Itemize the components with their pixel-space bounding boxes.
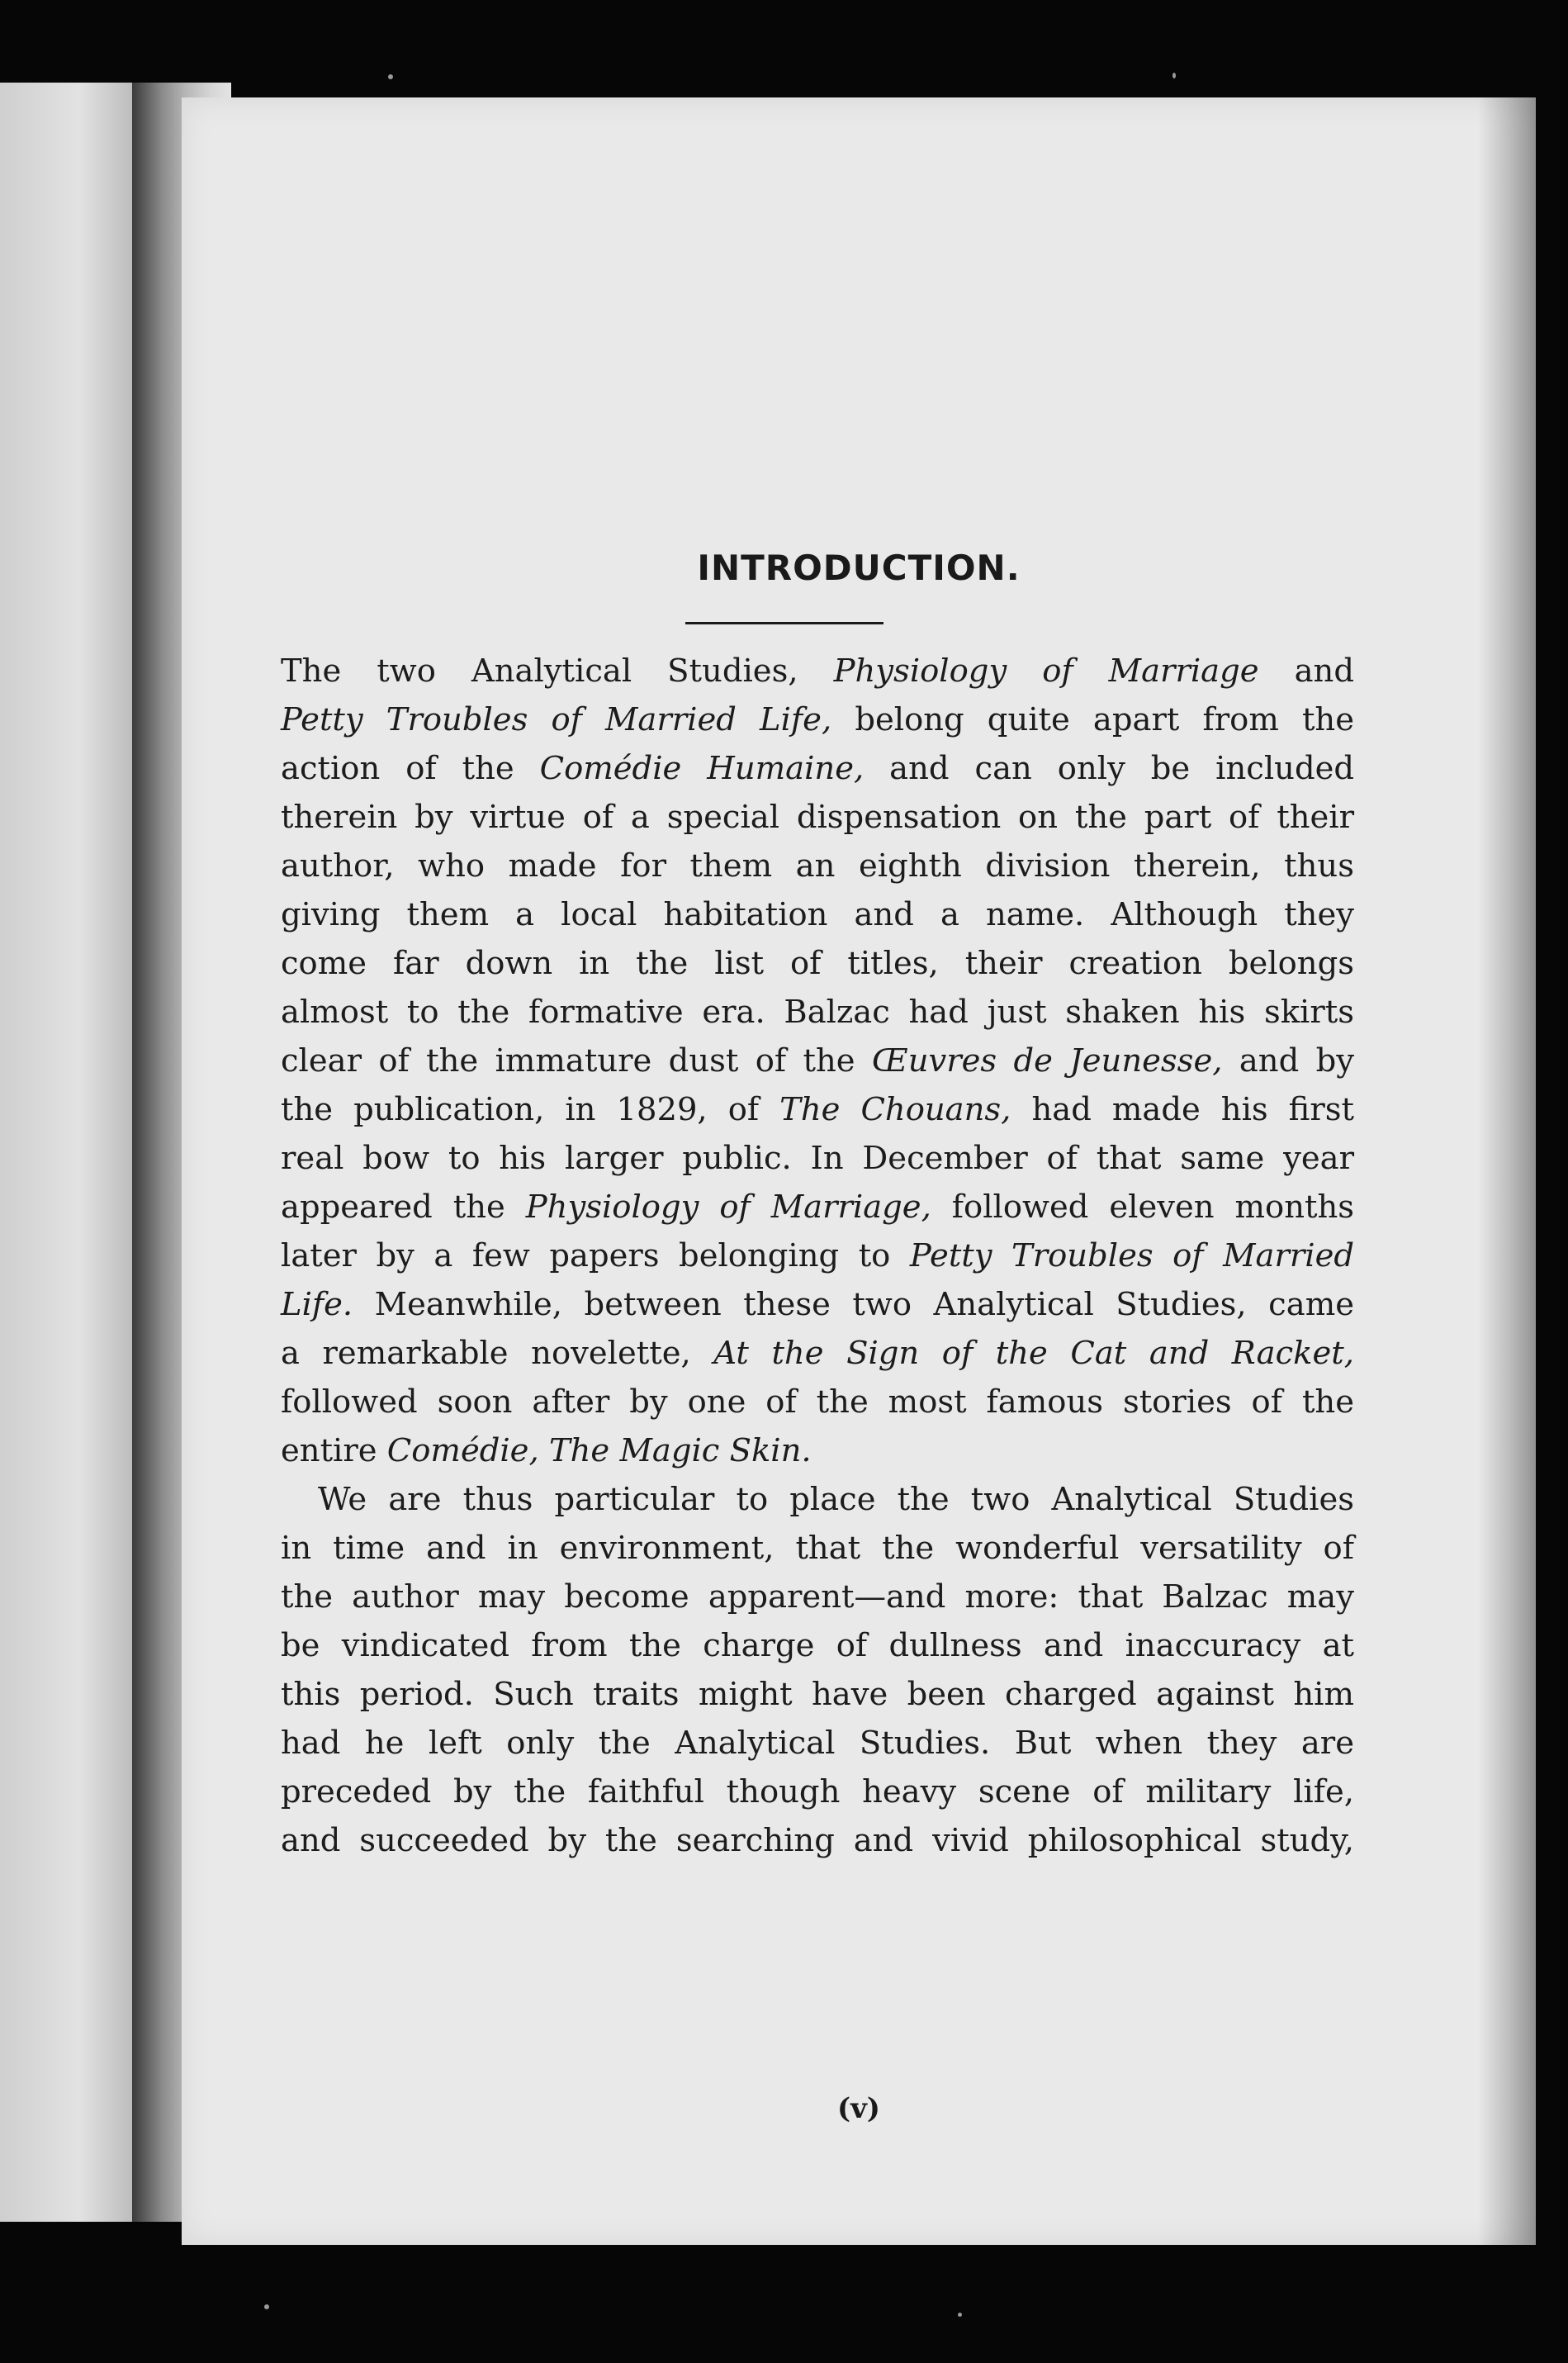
book-page xyxy=(182,97,1536,2245)
italic-title-text: Petty Troubles of Married Life, xyxy=(281,701,832,738)
text-line xyxy=(281,1768,1354,1816)
text-line xyxy=(281,1475,1354,1524)
text-run: followed eleven months xyxy=(931,1189,1355,1226)
text-run: giving them a local habitation and a name. Although they xyxy=(281,896,1354,933)
text-line xyxy=(281,1134,1354,1183)
text-line xyxy=(281,1719,1354,1768)
text-run: and can only be included xyxy=(864,750,1355,787)
text-line xyxy=(281,1280,1354,1329)
scan-speck xyxy=(388,74,393,79)
text-run: later by a few papers belonging to xyxy=(281,1237,910,1274)
text-run: Meanwhile, between these two Analytical Studies, came xyxy=(353,1286,1354,1323)
italic-title-text: Comédie Humaine, xyxy=(539,750,865,787)
text-line xyxy=(281,695,1354,744)
text-run: entire xyxy=(281,1432,387,1469)
text-line xyxy=(281,842,1354,890)
page-number: (v) xyxy=(837,2092,880,2125)
text-run: action of the xyxy=(281,750,540,787)
body-text xyxy=(281,647,1354,1865)
text-line xyxy=(281,744,1354,793)
scan-speck xyxy=(1172,73,1176,78)
text-line xyxy=(281,1816,1354,1865)
page-heading: INTRODUCTION. xyxy=(697,548,1021,588)
italic-title-text: At the Sign of the Cat and Racket, xyxy=(713,1335,1354,1372)
text-line xyxy=(281,1183,1354,1231)
text-run: the author may become apparent—and more: that Balzac may xyxy=(281,1578,1354,1616)
text-run: appeared the xyxy=(281,1189,526,1226)
text-run: followed soon after by one of the most famous stories of the xyxy=(281,1383,1354,1421)
text-line xyxy=(281,988,1354,1037)
italic-title-text: The Chouans, xyxy=(779,1091,1011,1128)
text-run: author, who made for them an eighth division therein, thus xyxy=(281,847,1354,885)
page-edge-shadow xyxy=(1478,97,1536,2245)
text-line xyxy=(281,647,1354,695)
text-line xyxy=(281,1378,1354,1426)
text-run: belong quite apart from the xyxy=(831,701,1354,738)
text-run: We are thus particular to place the two Analytical Studies xyxy=(318,1481,1354,1518)
text-run: real bow to his larger public. In December of that same year xyxy=(281,1140,1354,1177)
text-line xyxy=(281,890,1354,939)
text-run: had made his first xyxy=(1011,1091,1354,1128)
text-run: The two Analytical Studies, xyxy=(281,652,834,690)
scan-speck xyxy=(264,2304,269,2309)
text-run: this period. Such traits might have been charged against him xyxy=(281,1676,1354,1713)
text-run: had he left only the Analytical Studies. But when they are xyxy=(281,1725,1354,1762)
text-run: a remarkable novelette, xyxy=(281,1335,714,1372)
text-run: clear of the immature dust of the xyxy=(281,1042,872,1079)
text-line xyxy=(281,1329,1354,1378)
italic-title-text: Physiology of Marriage xyxy=(833,652,1259,690)
text-run: and succeeded by the searching and vivid philosophical study, xyxy=(281,1822,1354,1859)
text-line xyxy=(281,1670,1354,1719)
text-line xyxy=(281,1621,1354,1670)
italic-title-text: Œuvres de Jeunesse, xyxy=(871,1042,1223,1079)
text-line xyxy=(281,939,1354,988)
text-run: come far down in the list of titles, their creation belongs xyxy=(281,945,1354,982)
text-run: and by xyxy=(1222,1042,1354,1079)
italic-title-text: Petty Troubles of Married xyxy=(909,1237,1355,1274)
text-run: almost to the formative era. Balzac had just shaken his skirts xyxy=(281,994,1354,1031)
text-run: preceded by the faithful though heavy scene of military life, xyxy=(281,1773,1354,1810)
text-line xyxy=(281,1426,1354,1475)
text-run: the publication, in 1829, of xyxy=(281,1091,780,1128)
italic-title-text: Life. xyxy=(281,1286,353,1323)
text-run: and xyxy=(1258,652,1355,690)
text-line xyxy=(281,1037,1354,1085)
text-run: therein by virtue of a special dispensation on the part of their xyxy=(281,799,1354,836)
scan-speck xyxy=(958,2313,962,2317)
heading-rule xyxy=(685,622,883,624)
text-line xyxy=(281,793,1354,842)
text-run: be vindicated from the charge of dullness and inaccuracy at xyxy=(281,1627,1354,1664)
text-line xyxy=(281,1573,1354,1621)
italic-title-text: Comédie, The Magic Skin. xyxy=(386,1432,812,1469)
italic-title-text: Physiology of Marriage, xyxy=(525,1189,931,1226)
text-line xyxy=(281,1524,1354,1573)
text-run: in time and in environment, that the wonderful versatility of xyxy=(281,1530,1354,1567)
facing-page-edge xyxy=(0,83,132,2222)
text-line xyxy=(281,1085,1354,1134)
text-line xyxy=(281,1231,1354,1280)
